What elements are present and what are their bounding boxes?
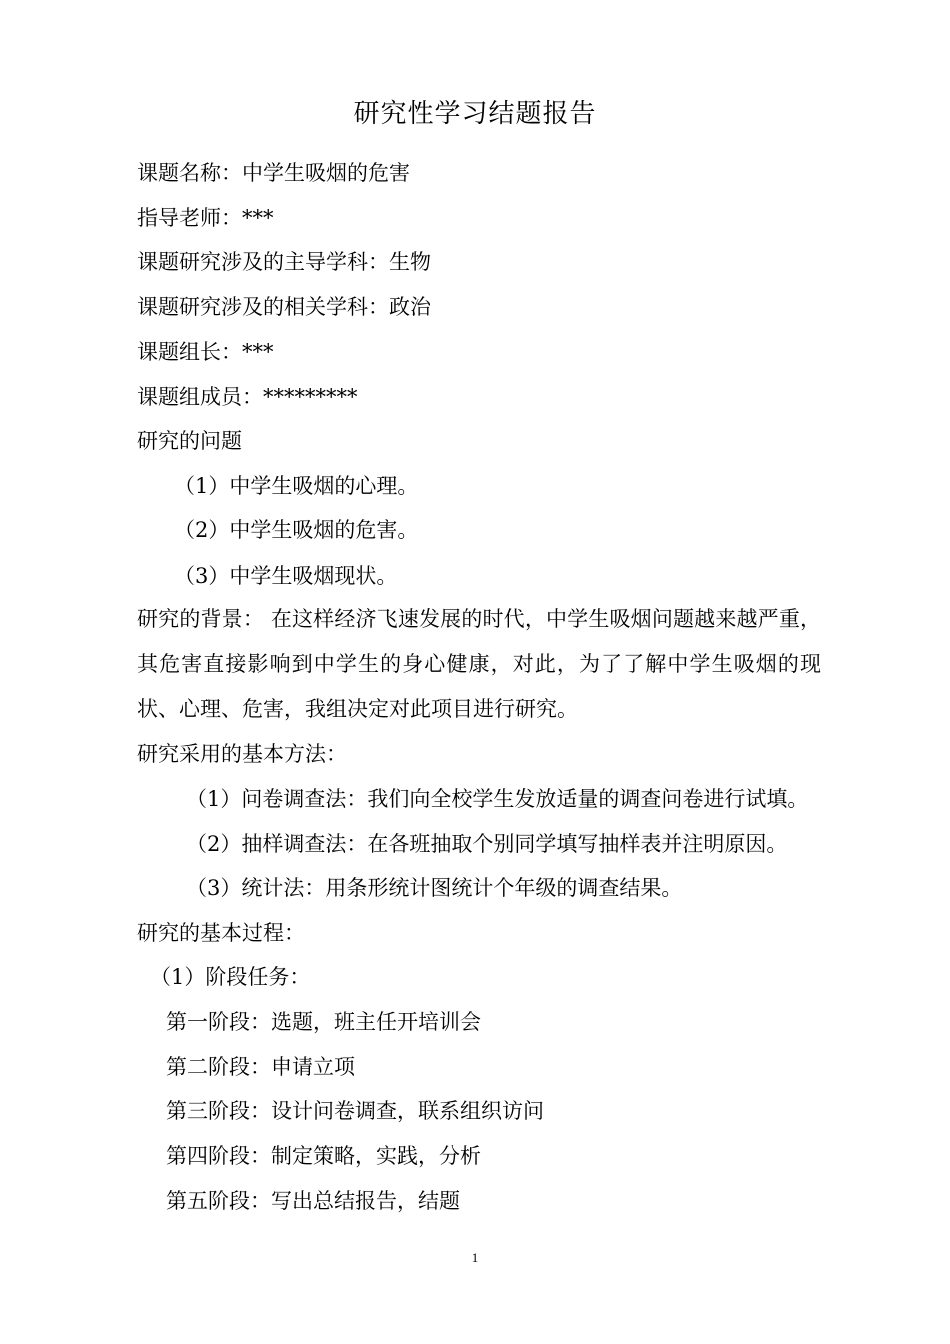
questions-heading: 研究的问题 [137, 429, 242, 453]
background-paragraph: 研究的背景： 在这样经济飞速发展的时代，中学生吸烟问题越来越严重，其危害直接影响到中学生的身心健康，对此，为了了解中学生吸烟的现状、心理、危害，我组决定对此项目进行研究。 [137, 607, 821, 721]
topic-line: 课题名称：中学生吸烟的危害 [137, 161, 410, 185]
question-item: （1）中学生吸烟的心理。 [174, 474, 419, 498]
related-subject-line: 课题研究涉及的相关学科：政治 [137, 295, 431, 319]
stage-item: 第一阶段：选题，班主任开培训会 [166, 1010, 481, 1034]
question-item: （2）中学生吸烟的危害。 [174, 518, 419, 542]
page-title: 研究性学习结题报告 [353, 99, 597, 129]
main-subject-line: 课题研究涉及的主导学科：生物 [137, 250, 431, 274]
question-item: （3）中学生吸烟现状。 [174, 564, 398, 588]
process-heading: 研究的基本过程： [137, 921, 305, 945]
members-line: 课题组成员：********* [137, 385, 358, 409]
stage-item: 第五阶段：写出总结报告，结题 [166, 1189, 460, 1213]
advisor-line: 指导老师：*** [137, 206, 274, 230]
stage-item: 第三阶段：设计问卷调查，联系组织访问 [166, 1099, 544, 1123]
methods-heading: 研究采用的基本方法： [137, 742, 347, 766]
page-number: 1 [471, 1250, 479, 1265]
stage-item: 第四阶段：制定策略，实践，分析 [166, 1144, 481, 1168]
stage-item: 第二阶段：申请立项 [166, 1055, 355, 1079]
method-item: （2）抽样调查法：在各班抽取个别同学填写抽样表并注明原因。 [186, 832, 788, 856]
leader-line: 课题组长：*** [137, 340, 274, 364]
method-item: （1）问卷调查法：我们向全校学生发放适量的调查问卷进行试填。 [186, 787, 809, 811]
stage-tasks-heading: （1）阶段任务： [150, 965, 311, 989]
method-item: （3）统计法：用条形统计图统计个年级的调查结果。 [186, 876, 683, 900]
